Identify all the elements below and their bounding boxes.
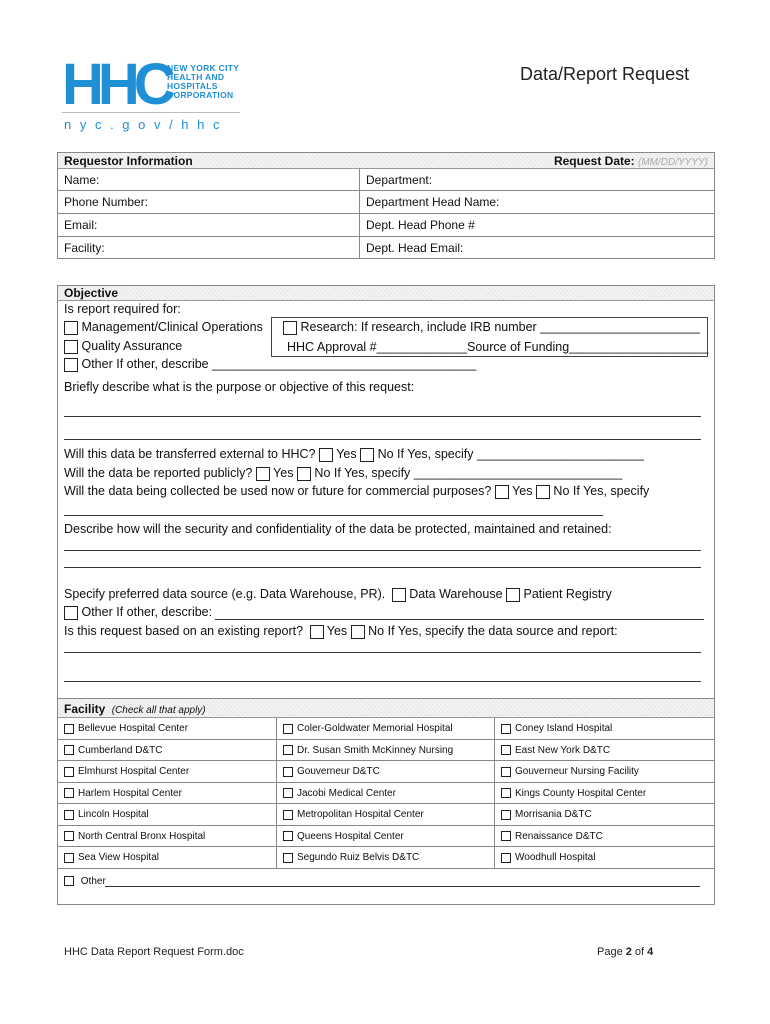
dept-head-phone-field[interactable]: Dept. Head Phone # <box>360 214 714 237</box>
source-dw-label: Data Warehouse <box>409 587 503 601</box>
logo-org-name <box>167 64 239 100</box>
logo-url: n y c . g o v / h h c <box>64 117 222 132</box>
facility-checkbox[interactable] <box>64 853 74 863</box>
facility-checkbox[interactable] <box>283 767 293 777</box>
source-pr-checkbox[interactable] <box>506 588 520 602</box>
objective-header <box>58 286 714 301</box>
facility-other-checkbox[interactable] <box>64 876 74 886</box>
purpose-line[interactable] <box>64 439 701 440</box>
facility-checkbox[interactable] <box>64 810 74 820</box>
existing-no-checkbox[interactable] <box>351 625 365 639</box>
name-field[interactable]: Name: <box>58 169 360 191</box>
logo-org-line: CORPORATION <box>167 90 234 100</box>
mgmt-label: Management/Clinical Operations <box>81 320 263 334</box>
requestor-header-label: Requestor Information <box>64 154 193 168</box>
facility-checkbox[interactable] <box>501 853 511 863</box>
facility-checkbox[interactable] <box>64 724 74 734</box>
requestor-header <box>58 153 714 169</box>
existing-yes-label: Yes <box>326 624 348 638</box>
security-question: Describe how will the security and confidentiality of the data be protected, maintained and retained: <box>64 522 612 536</box>
required-for-label: Is report required for: <box>64 302 181 316</box>
facility-option[interactable]: Harlem Hospital Center <box>58 783 277 804</box>
source-question: Specify preferred data source (e.g. Data Warehouse, PR). <box>64 587 386 601</box>
logo-org-line: HOSPITALS <box>167 81 218 91</box>
hhc-approval-field[interactable]: HHC Approval #_____________Source of Funding____________________ <box>287 340 709 354</box>
department-field[interactable]: Department: <box>360 169 714 191</box>
facility-option[interactable]: Renaissance D&TC <box>495 826 714 847</box>
facility-checkbox[interactable] <box>501 767 511 777</box>
facility-checkbox[interactable] <box>283 853 293 863</box>
logo-divider <box>62 112 240 113</box>
facility-grid <box>58 718 714 869</box>
source-other-label: Other If other, describe: <box>81 605 213 619</box>
source-other-checkbox[interactable] <box>64 606 78 620</box>
facility-option[interactable]: Cumberland D&TC <box>58 740 277 761</box>
dept-head-name-field[interactable]: Department Head Name: <box>360 191 714 214</box>
request-date-field[interactable]: (MM/DD/YYYY) <box>638 157 708 168</box>
facility-checkbox[interactable] <box>283 831 293 841</box>
facility-option[interactable]: Morrisania D&TC <box>495 804 714 826</box>
purpose-question: Briefly describe what is the purpose or objective of this request: <box>64 380 415 394</box>
public-yes-label: Yes <box>273 466 294 480</box>
security-line[interactable] <box>64 550 701 551</box>
facility-option[interactable]: Lincoln Hospital <box>58 804 277 826</box>
facility-option[interactable]: Elmhurst Hospital Center <box>58 761 277 783</box>
existing-no-label: No If Yes, specify the data source and report: <box>368 624 618 638</box>
security-line[interactable] <box>64 567 701 568</box>
purpose-line[interactable] <box>64 416 701 417</box>
research-label: Research: If research, include IRB number _______________________ <box>300 320 701 334</box>
requestor-section <box>57 152 715 259</box>
facility-checkbox[interactable] <box>64 788 74 798</box>
facility-other-line[interactable] <box>105 886 700 887</box>
facility-header-note: (Check all that apply) <box>111 705 206 716</box>
facility-checkbox[interactable] <box>501 724 511 734</box>
existing-line[interactable] <box>64 652 701 653</box>
facility-option[interactable]: Dr. Susan Smith McKinney Nursing <box>277 740 495 761</box>
mgmt-checkbox[interactable] <box>64 321 78 335</box>
facility-option[interactable]: Coler-Goldwater Memorial Hospital <box>277 718 495 740</box>
facility-checkbox[interactable] <box>283 745 293 755</box>
commercial-no-label: No If Yes, specify <box>553 484 650 498</box>
facility-checkbox[interactable] <box>501 831 511 841</box>
facility-option[interactable]: North Central Bronx Hospital <box>58 826 277 847</box>
source-other-line[interactable] <box>215 619 704 620</box>
qa-label: Quality Assurance <box>81 339 183 353</box>
source-pr-label: Patient Registry <box>523 587 612 601</box>
facility-option[interactable]: Bellevue Hospital Center <box>58 718 277 740</box>
existing-question: Is this request based on an existing report? <box>64 624 304 638</box>
facility-other-label: Other <box>80 876 106 887</box>
commercial-line[interactable] <box>64 515 603 516</box>
facility-option[interactable]: Queens Hospital Center <box>277 826 495 847</box>
facility-option[interactable]: Woodhull Hospital <box>495 847 714 869</box>
facility-option[interactable]: Gouverneur Nursing Facility <box>495 761 714 783</box>
facility-checkbox[interactable] <box>64 767 74 777</box>
facility-option[interactable]: Gouverneur D&TC <box>277 761 495 783</box>
request-date-label: Request Date: <box>553 154 635 168</box>
transfer-question: Will this data be transferred external to HHC? <box>64 447 316 461</box>
hhc-logo: HHC <box>62 52 170 117</box>
public-question: Will the data be reported publicly? <box>64 466 253 480</box>
facility-checkbox[interactable] <box>283 788 293 798</box>
facility-checkbox[interactable] <box>501 810 511 820</box>
dept-head-email-field[interactable]: Dept. Head Email: <box>366 240 464 255</box>
research-checkbox[interactable] <box>283 321 297 335</box>
source-dw-checkbox[interactable] <box>392 588 406 602</box>
facility-option[interactable]: Jacobi Medical Center <box>277 783 495 804</box>
objective-header-label: Objective <box>64 286 119 300</box>
public-no-checkbox[interactable] <box>297 467 311 481</box>
public-no-label: No If Yes, specify ______________________________ <box>314 466 623 480</box>
page-title: Data/Report Request <box>520 64 690 84</box>
facility-checkbox[interactable] <box>501 745 511 755</box>
other-purpose-label: Other If other, describe ______________________________________ <box>81 357 477 371</box>
facility-option[interactable]: East New York D&TC <box>495 740 714 761</box>
commercial-yes-checkbox[interactable] <box>495 485 509 499</box>
commercial-yes-label: Yes <box>512 484 533 498</box>
phone-field[interactable]: Phone Number: <box>58 191 360 214</box>
existing-yes-checkbox[interactable] <box>310 625 324 639</box>
transfer-no-checkbox[interactable] <box>360 448 374 462</box>
facility-checkbox[interactable] <box>283 810 293 820</box>
logo-org-line: HEALTH AND <box>167 72 225 82</box>
facility-option[interactable]: Kings County Hospital Center <box>495 783 714 804</box>
email-field[interactable]: Email: <box>58 214 360 237</box>
facility-checkbox[interactable] <box>283 724 293 734</box>
facility-option[interactable]: Metropolitan Hospital Center <box>277 804 495 826</box>
other-purpose-checkbox[interactable] <box>64 358 78 372</box>
facility-header <box>58 698 714 718</box>
logo-org-line: NEW YORK CITY <box>167 63 240 73</box>
qa-checkbox[interactable] <box>64 340 78 354</box>
existing-line[interactable] <box>64 681 701 682</box>
public-yes-checkbox[interactable] <box>256 467 270 481</box>
commercial-no-checkbox[interactable] <box>536 485 550 499</box>
facility-option[interactable]: Coney Island Hospital <box>495 718 714 740</box>
facility-option[interactable]: Sea View Hospital <box>58 847 277 869</box>
facility-checkbox[interactable] <box>501 788 511 798</box>
facility-field[interactable]: Facility: <box>58 237 360 258</box>
transfer-no-label: No If Yes, specify ________________________ <box>377 447 644 461</box>
footer-page: Page 2 of 4 <box>597 946 654 958</box>
facility-checkbox[interactable] <box>64 745 74 755</box>
commercial-question: Will the data being collected be used now or future for commercial purposes? <box>64 484 492 498</box>
transfer-yes-checkbox[interactable] <box>319 448 333 462</box>
facility-header-label: Facility <box>64 702 106 716</box>
footer-filename: HHC Data Report Request Form.doc <box>64 946 244 958</box>
transfer-yes-label: Yes <box>336 447 357 461</box>
facility-checkbox[interactable] <box>64 831 74 841</box>
facility-option[interactable]: Segundo Ruiz Belvis D&TC <box>277 847 495 869</box>
